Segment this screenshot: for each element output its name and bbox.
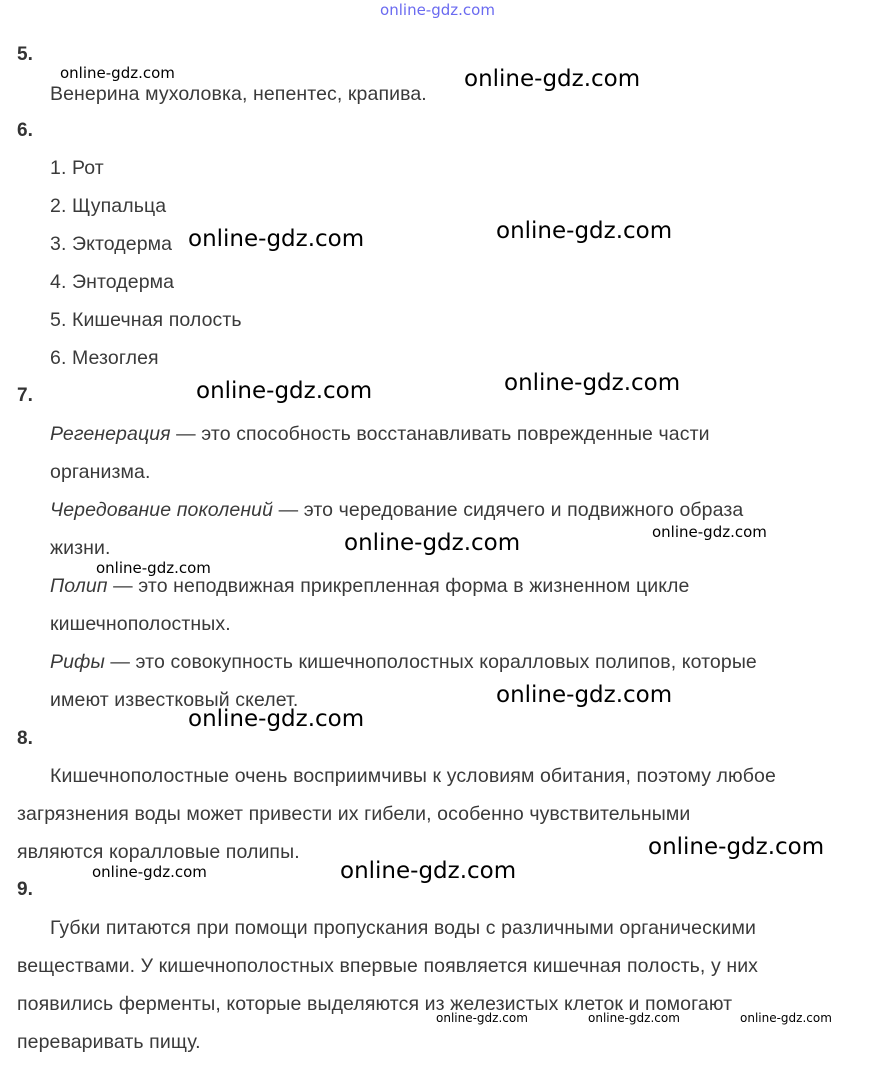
list-item: 5. Кишечная полость: [50, 309, 242, 331]
definition-text: — это чередование сидячего и подвижного образа: [273, 499, 744, 521]
watermark: online-gdz.com: [496, 218, 673, 244]
watermark: online-gdz.com: [92, 863, 207, 881]
watermark: online-gdz.com: [96, 559, 211, 577]
definition-text: — это способность восстанавливать поврежденные части: [170, 423, 710, 445]
definition-continuation: жизни.: [50, 537, 111, 559]
watermark: online-gdz.com: [588, 1011, 680, 1025]
paragraph-line: Губки питаются при помощи пропускания воды с различными органическими: [50, 917, 757, 939]
definition-continuation: имеют известковый скелет.: [50, 689, 299, 711]
paragraph-line: веществами. У кишечнополостных впервые появляется кишечная полость, у них: [17, 955, 759, 977]
paragraph-line: загрязнения воды может привести их гибели, особенно чувствительными: [17, 803, 691, 825]
watermark: online-gdz.com: [740, 1011, 832, 1025]
section-5-text: Венерина мухоловка, непентес, крапива.: [50, 83, 427, 105]
section-number-5: 5.: [17, 44, 33, 65]
paragraph-line: переваривать пищу.: [17, 1031, 201, 1053]
definition-line: [50, 575, 689, 598]
watermark: online-gdz.com: [344, 530, 521, 556]
list-item: 6. Мезоглея: [50, 347, 159, 369]
watermark: online-gdz.com: [188, 226, 365, 252]
watermark: online-gdz.com: [196, 378, 373, 404]
watermark: online-gdz.com: [60, 64, 175, 82]
watermark: online-gdz.com: [188, 706, 365, 732]
definition-term: Полип: [50, 575, 108, 597]
paragraph-line: появились ферменты, которые выделяются из железистых клеток и помогают: [17, 993, 733, 1015]
definition-term: Рифы: [50, 651, 105, 673]
definition-continuation: кишечнополостных.: [50, 613, 231, 635]
watermark: online-gdz.com: [464, 66, 641, 92]
watermark: online-gdz.com: [504, 370, 681, 396]
definition-continuation: организма.: [50, 461, 151, 483]
definition-text: — это совокупность кишечнополостных коралловых полипов, которые: [104, 651, 757, 673]
section-number-6: 6.: [17, 120, 33, 141]
watermark: online-gdz.com: [652, 523, 767, 541]
definition-term: Чередование поколений: [50, 499, 274, 521]
definition-line: [50, 499, 743, 522]
watermark: online-gdz.com: [648, 834, 825, 860]
watermark: online-gdz.com: [340, 858, 517, 884]
list-item: 1. Рот: [50, 157, 104, 179]
definition-term: Регенерация: [50, 423, 171, 445]
site-url-header: online-gdz.com: [380, 1, 495, 19]
watermark: online-gdz.com: [496, 682, 673, 708]
paragraph-line: Кишечнополостные очень восприимчивы к условиям обитания, поэтому любое: [50, 765, 776, 787]
definition-line: [50, 651, 757, 674]
section-number-7: 7.: [17, 385, 33, 406]
section-number-8: 8.: [17, 728, 33, 749]
section-number-9: 9.: [17, 879, 33, 900]
watermark: online-gdz.com: [436, 1011, 528, 1025]
definition-line: [50, 423, 710, 446]
list-item: 4. Энтодерма: [50, 271, 175, 293]
paragraph-line: являются коралловые полипы.: [17, 841, 300, 863]
list-item: 3. Эктодерма: [50, 233, 173, 255]
definition-text: — это неподвижная прикрепленная форма в жизненном цикле: [107, 575, 690, 597]
list-item: 2. Щупальца: [50, 195, 167, 217]
